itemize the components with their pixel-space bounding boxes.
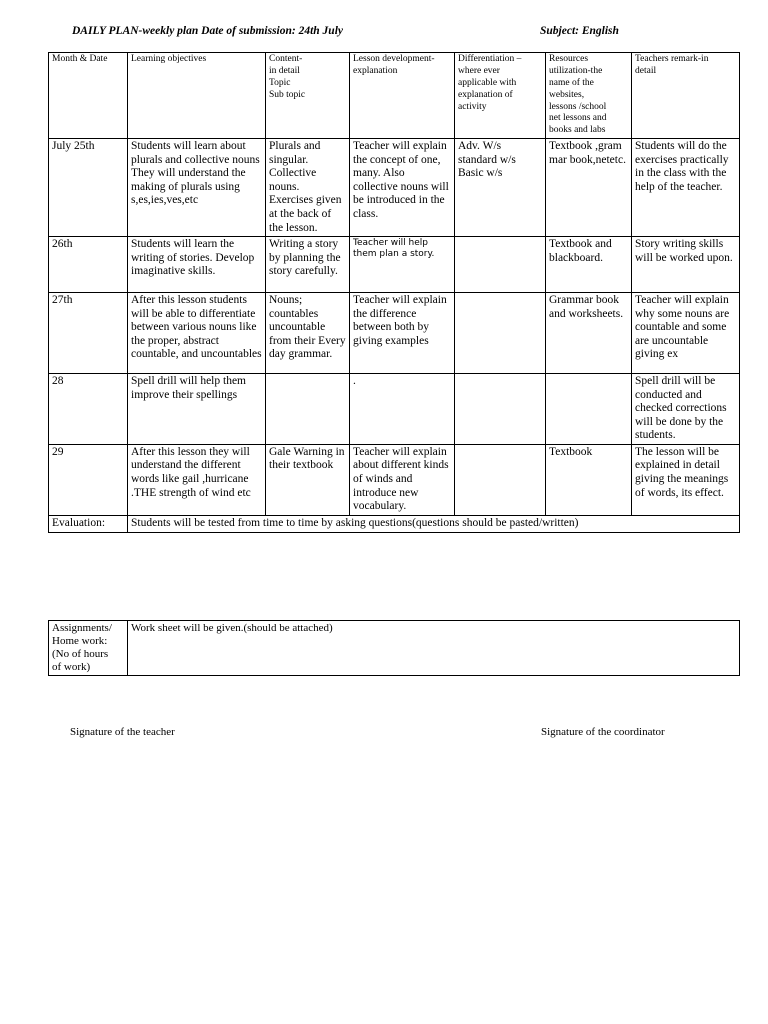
- table-row: [49, 293, 740, 374]
- objectives-cell: Students will learn the writing of stories. Develop imaginative skills.: [128, 237, 266, 293]
- table-header-row: [49, 53, 740, 139]
- header-cell: Resources utilization-the name of the websites, lessons /school net lessons and books and labs: [546, 53, 632, 139]
- resources-cell: Textbook: [546, 444, 632, 515]
- remarks-cell: Story writing skills will be worked upon.: [632, 237, 740, 293]
- header-cell: Differentiation – where ever applicable with explanation of activity: [455, 53, 546, 139]
- date-cell: 29: [49, 444, 128, 515]
- remarks-cell: Spell drill will be conducted and checked corrections will be done by the students.: [632, 374, 740, 445]
- header-cell: Lesson development- explanation: [350, 53, 455, 139]
- resources-cell: Grammar book and worksheets.: [546, 293, 632, 374]
- content-cell: [266, 374, 350, 445]
- header-cell: Learning objectives: [128, 53, 266, 139]
- subject-label: Subject: English: [540, 25, 619, 37]
- resources-cell: Textbook ,gram mar book,netetc.: [546, 139, 632, 237]
- header-cell: Month & Date: [49, 53, 128, 139]
- date-cell: 28: [49, 374, 128, 445]
- date-cell: 26th: [49, 237, 128, 293]
- coordinator-signature-label: Signature of the coordinator: [541, 726, 665, 738]
- differentiation-cell: [455, 237, 546, 293]
- objectives-cell: After this lesson they will understand the different words like gail ,hurricane .THE strength of wind etc: [128, 444, 266, 515]
- remarks-cell: Students will do the exercises practically in the class with the help of the teacher.: [632, 139, 740, 237]
- date-cell: July 25th: [49, 139, 128, 237]
- table-row: [49, 139, 740, 237]
- table-row: [49, 374, 740, 445]
- resources-cell: Textbook and blackboard.: [546, 237, 632, 293]
- resources-cell: [546, 374, 632, 445]
- remarks-cell: Teacher will explain why some nouns are countable and some are uncountable giving ex: [632, 293, 740, 374]
- content-cell: Writing a story by planning the story carefully.: [266, 237, 350, 293]
- differentiation-cell: [455, 444, 546, 515]
- content-cell: Plurals and singular. Collective nouns. Exercises given at the back of the lesson.: [266, 139, 350, 237]
- assignments-label: Assignments/ Home work: (No of hours of work): [49, 621, 128, 676]
- development-cell: Teacher will help them plan a story.: [350, 237, 455, 293]
- objectives-cell: Spell drill will help them improve their spellings: [128, 374, 266, 445]
- evaluation-label: Evaluation:: [49, 515, 128, 532]
- differentiation-cell: [455, 374, 546, 445]
- content-cell: Nouns; countables uncountable from their Every day grammar.: [266, 293, 350, 374]
- assignments-table: [48, 620, 740, 676]
- teacher-signature-label: Signature of the teacher: [70, 726, 175, 738]
- differentiation-cell: [455, 293, 546, 374]
- differentiation-cell: Adv. W/s standard w/s Basic w/s: [455, 139, 546, 237]
- development-cell: .: [350, 374, 455, 445]
- evaluation-row: [49, 515, 740, 532]
- page-title: DAILY PLAN-weekly plan Date of submission: 24th July: [72, 25, 343, 37]
- development-cell: Teacher will explain about different kinds of winds and introduce new vocabulary.: [350, 444, 455, 515]
- table-row: [49, 237, 740, 293]
- development-cell: Teacher will explain the concept of one, many. Also collective nouns will be introduced in the class.: [350, 139, 455, 237]
- assignments-text: Work sheet will be given.(should be attached): [128, 621, 740, 676]
- objectives-cell: Students will learn about plurals and collective nouns They will understand the making of plurals using s,es,ies,ves,etc: [128, 139, 266, 237]
- table-row: [49, 444, 740, 515]
- development-cell: Teacher will explain the difference between both by giving examples: [350, 293, 455, 374]
- header-cell: Content- in detail Topic Sub topic: [266, 53, 350, 139]
- evaluation-text: Students will be tested from time to time by asking questions(questions should be pasted/written): [128, 515, 740, 532]
- content-cell: Gale Warning in their textbook: [266, 444, 350, 515]
- objectives-cell: After this lesson students will be able to differentiate between various nouns like the proper, abstract countable, and uncountables: [128, 293, 266, 374]
- date-cell: 27th: [49, 293, 128, 374]
- remarks-cell: The lesson will be explained in detail giving the meanings of words, its effect.: [632, 444, 740, 515]
- daily-plan-table: [48, 52, 740, 533]
- header-cell: Teachers remark-in detail: [632, 53, 740, 139]
